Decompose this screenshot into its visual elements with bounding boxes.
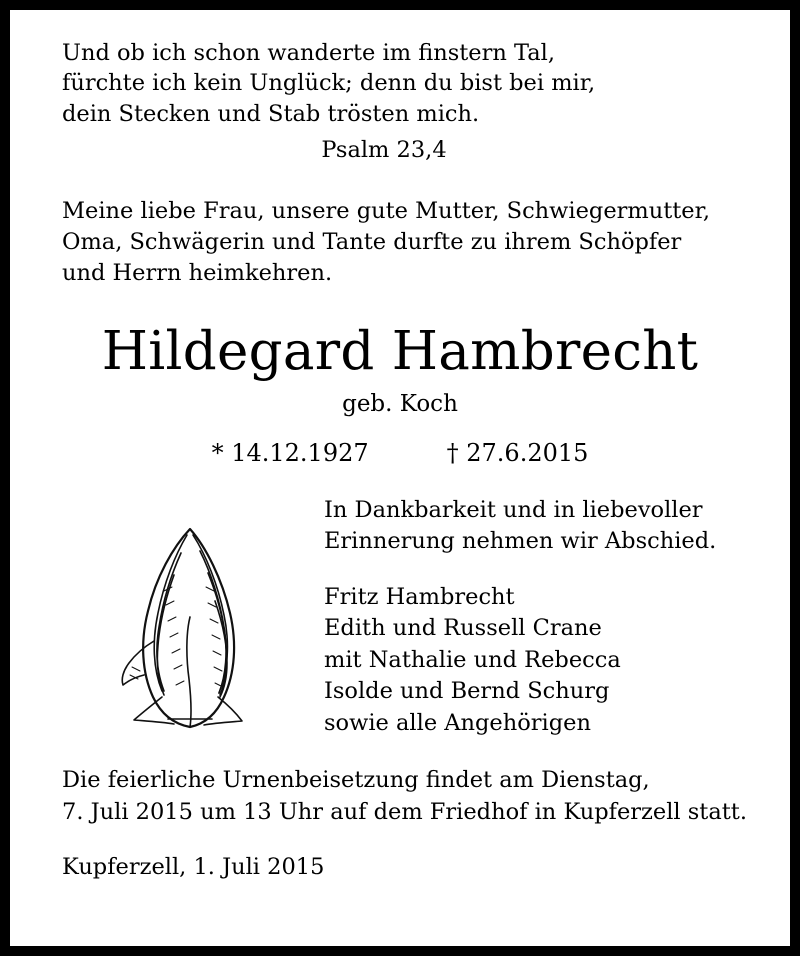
family-member-line: sowie alle Angehörigen [324, 709, 591, 736]
family-member-line: Fritz Hambrecht [324, 583, 515, 610]
intro-line: Meine liebe Frau, unsere gute Mutter, Schwiegermutter, [62, 197, 711, 224]
intro-line: Oma, Schwägerin und Tante durfte zu ihrem Schöpfer [62, 228, 682, 255]
family-member-line: mit Nathalie und Rebecca [324, 646, 621, 673]
verse-line: fürchte ich kein Unglück; denn du bist bei mir, [62, 70, 596, 97]
illustration-area [54, 493, 324, 736]
verse-line: dein Stecken und Stab trösten mich. [62, 100, 480, 127]
ceremony-line: 7. Juli 2015 um 13 Uhr auf dem Friedhof in Kupferzell statt. [62, 798, 747, 825]
family-message [324, 493, 746, 740]
birth-date: * 14.12.1927 [211, 438, 369, 467]
ceremony-info [62, 765, 746, 828]
praying-hands-icon [94, 521, 284, 736]
spacer [324, 558, 746, 582]
family-member-line: Isolde und Bernd Schurg [324, 678, 610, 705]
verse-line: Und ob ich schon wanderte im finstern Tal, [62, 40, 556, 66]
death-date: † 27.6.2015 [446, 438, 589, 467]
maiden-name: geb. Koch [342, 390, 458, 417]
message-line: In Dankbarkeit und in liebevoller [324, 496, 703, 523]
verse-reference: Psalm 23,4 [321, 137, 447, 164]
family-member-line: Edith und Russell Crane [324, 615, 602, 642]
message-line: Erinnerung nehmen wir Abschied. [324, 528, 717, 555]
deceased-name: Hildegard Hambrecht [101, 320, 699, 382]
intro-line: und Herrn heimkehren. [62, 259, 333, 286]
place-and-date: Kupferzell, 1. Juli 2015 [62, 854, 325, 881]
life-dates [54, 439, 746, 467]
ceremony-line: Die feierliche Urnenbeisetzung findet am Dienstag, [62, 767, 650, 794]
intro-paragraph [62, 196, 746, 289]
middle-section [54, 493, 746, 740]
bible-verse [62, 38, 746, 166]
